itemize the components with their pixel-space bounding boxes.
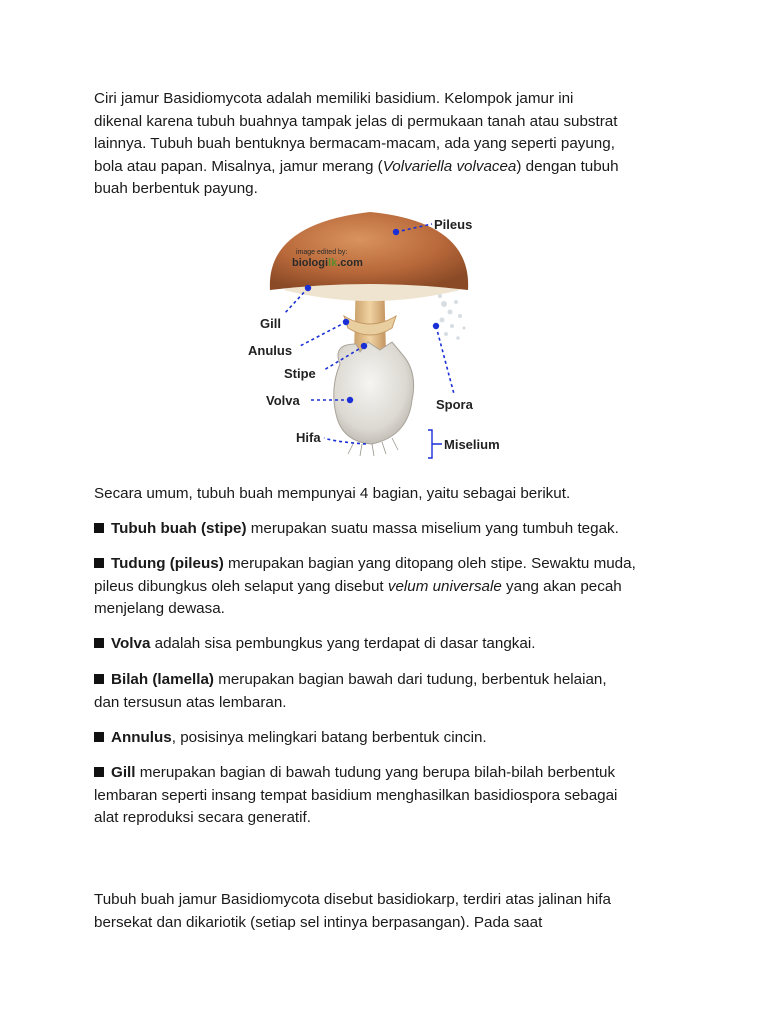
watermark-line-2: biologilk.com	[292, 257, 363, 269]
intro-line-1: Ciri jamur Basidiomycota adalah memiliki basidium. Kelompok jamur ini	[94, 90, 574, 107]
bullet-gill	[94, 762, 694, 830]
closing-paragraph	[94, 889, 694, 934]
spores-cloud	[438, 288, 466, 339]
bullet-term: Bilah (lamella)	[111, 671, 214, 688]
intro-line-5: buah berbentuk payung.	[94, 180, 258, 198]
intro-line-4-c: ) dengan tubuh	[516, 157, 619, 175]
bullet-text: dan tersusun atas lembaran.	[94, 693, 287, 711]
bullet-square-icon	[94, 523, 104, 533]
label-pileus: Pileus	[434, 217, 473, 232]
bullet-text: pileus dibungkus oleh selaput yang disebut	[94, 577, 388, 595]
closing-line-2: bersekat dan dikariotik (setiap sel intinya berpasangan). Pada saat	[94, 913, 543, 931]
bullet-text: alat reproduksi secara generatif.	[94, 809, 311, 827]
summary-paragraph	[94, 483, 694, 506]
bullet-square-icon	[94, 638, 104, 648]
bullet-square-icon	[94, 767, 104, 777]
bullet-annulus	[94, 727, 694, 750]
label-gill: Gill	[260, 316, 281, 331]
bullet-italic-term: velum universale	[387, 577, 502, 595]
closing-line-1: Tubuh buah jamur Basidiomycota disebut basidiokarp, terdiri atas jalinan hifa	[94, 891, 611, 908]
summary-line: Secara umum, tubuh buah mempunyai 4 bagian, yaitu sebagai berikut.	[94, 485, 571, 502]
intro-paragraph	[94, 88, 694, 201]
mushroom-diagram	[236, 204, 522, 462]
bullet-term: Tudung (pileus)	[111, 555, 224, 572]
intro-line-4-a: bola atau papan. Misalnya, jamur merang (	[94, 157, 383, 175]
label-anulus: Anulus	[248, 343, 293, 358]
bullet-text: adalah sisa pembungkus yang terdapat di dasar tangkai.	[150, 635, 536, 652]
bullet-text: lembaran seperti insang tempat basidium menghasilkan basidiospora sebagai	[94, 786, 618, 804]
bullet-square-icon	[94, 732, 104, 742]
bullet-pileus	[94, 553, 694, 621]
intro-line-3: lainnya. Tubuh buah bentuknya bermacam-macam, ada yang seperti payung,	[94, 135, 615, 153]
watermark-line-1: image edited by:	[296, 249, 348, 256]
bullet-square-icon	[94, 558, 104, 568]
bullet-text: merupakan bagian di bawah tudung yang berupa bilah-bilah berbentuk	[135, 764, 616, 781]
bullet-text: menjelang dewasa.	[94, 600, 225, 618]
bullet-term: Tubuh buah (stipe)	[111, 520, 247, 537]
intro-line-4	[94, 156, 694, 179]
bullet-term: Annulus	[111, 729, 172, 746]
bullet-square-icon	[94, 674, 104, 684]
bullet-text: yang akan pecah	[501, 577, 622, 595]
bullet-term: Volva	[111, 635, 151, 652]
bullet-text: merupakan suatu massa miselium yang tumbuh tegak.	[246, 520, 619, 537]
miselium-bracket	[428, 430, 442, 458]
label-hifa: Hifa	[296, 430, 321, 445]
bullet-volva	[94, 633, 694, 656]
bullet-text: merupakan bagian bawah dari tudung, berbentuk helaian,	[213, 671, 607, 688]
label-volva: Volva	[266, 393, 300, 408]
bullet-stipe	[94, 518, 694, 541]
label-stipe: Stipe	[284, 366, 316, 381]
mushroom-illustration	[236, 204, 522, 462]
intro-line-2: dikenal karena tubuh buahnya tampak jelas di permukaan tanah atau substrat	[94, 112, 618, 130]
label-spora: Spora	[436, 397, 473, 412]
label-miselium: Miselium	[444, 437, 500, 452]
species-name: Volvariella volvacea	[382, 157, 517, 175]
bullet-text: merupakan bagian yang ditopang oleh stipe. Sewaktu muda,	[223, 555, 636, 572]
volva-shape	[334, 342, 414, 444]
bullet-term: Gill	[111, 764, 136, 781]
bullet-lamella	[94, 669, 694, 714]
bullet-text: , posisinya melingkari batang berbentuk cincin.	[171, 729, 487, 746]
